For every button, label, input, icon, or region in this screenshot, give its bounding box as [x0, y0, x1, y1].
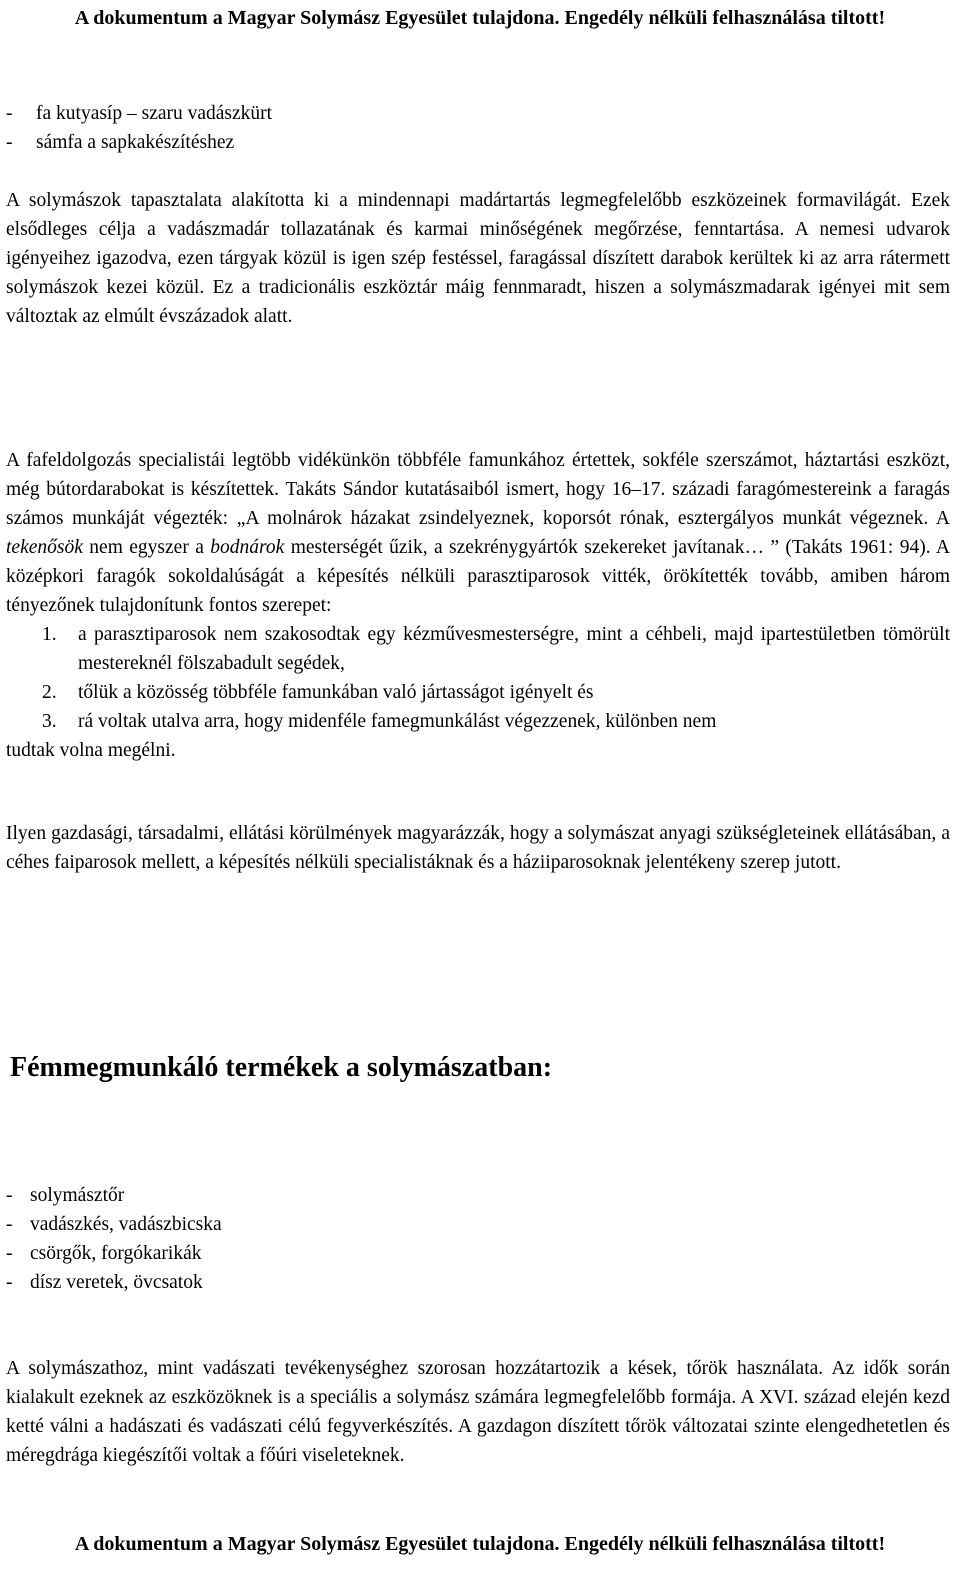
section-heading: Fémmegmunkáló termékek a solymászatban:	[10, 1052, 553, 1083]
paragraph-falconry-tools: A solymászok tapasztalata alakította ki a mindennapi madártartás legmegfelelőbb eszközeinek formavilágát. Ezek elsődleges célja a vadászmadár tollazatának és karmai minőségének megőrzése, fenntartása. A nemesi udvarok igényeihez igazodva, ezen tárgyak közül is igen szép festéssel, faragással díszített darabok kerültek ki az arra rátermett solymászok kezei közül. Ez a tradicionális eszköztár máig fennmaradt, hiszen a solymászmadarak igényei mit sem változtak az elmúlt évszázadok alatt.	[6, 190, 950, 327]
list-item: - vadászkés, vadászbicska	[6, 1214, 222, 1235]
paragraph-woodworking	[6, 446, 950, 765]
metal-product-list	[6, 1181, 950, 1297]
copyright-notice-footer: A dokumentum a Magyar Solymász Egyesület tulajdona. Engedély nélküli felhasználása tiltott!	[74, 1533, 886, 1555]
list-item: - dísz veretek, övcsatok	[6, 1272, 203, 1293]
dash-list	[6, 99, 950, 157]
list-item: 2. tőlük a közösség többféle famunkában való jártasságot igényelt és	[42, 682, 594, 703]
paragraph-text: A fafeldolgozás specialistái legtöbb vidékünkön többféle famunkához értettek, sokféle szerszámot, háztartási eszközt, még bútordarabokat is készítettek. Takáts Sándor kutatásaiból ismert, hogy 16–17. századi faragómestereink a faragás számos munkáját végezték: „A molnárok házakat zsindelyeznek, koporsót rónak, esztergályos munkát végeznek. A tekenősök nem egyszer a bodnárok mesterségét űzik, a szekrénygyártók szekereket javítanak… ” (Takáts 1961: 94). A középkori faragók sokoldalúságát a képesítés nélküli parasztiparosok vitték, örökítették tovább, amiben három tényezőnek tulajdonítunk fontos szerepet:	[6, 450, 950, 616]
list-item: - fa kutyasíp – szaru vadászkürt	[6, 103, 273, 124]
list-item: 1. a parasztiparosok nem szakosodtak egy kézművesmesterségre, mint a céhbeli, majd ipartestületben tömörült mestereknél fölszabadult segédek,	[42, 624, 950, 674]
list-item: - csörgők, forgókarikák	[6, 1243, 202, 1264]
copyright-notice-header: A dokumentum a Magyar Solymász Egyesület tulajdona. Engedély nélküli felhasználása tiltott!	[74, 7, 886, 29]
tool-list-wood	[6, 99, 950, 157]
list-item: 3. rá voltak utalva arra, hogy midenféle famegmunkálást végezzenek, különben nem	[42, 711, 717, 732]
paragraph-knives-daggers: A solymászathoz, mint vadászati tevékenységhez szorosan hozzátartozik a kések, tőrök használata. Az idők során kialakult ezeknek az eszközöknek is a speciális a solymász számára legmegfelelőbb formája. A XVI. század elején kezd ketté válni a hadászati és vadászati célú fegyverkészítés. A gazdagon díszített tőrök változatai szinte elengedhetetlen és méregdrága kiegészítői voltak a főúri viseleteknek.	[6, 1358, 950, 1466]
list-item: - solymásztőr	[6, 1185, 125, 1206]
paragraph-economic-conditions: Ilyen gazdasági, társadalmi, ellátási körülmények magyarázzák, hogy a solymászat anyagi szükségleteinek ellátásában, a céhes faiparosok mellett, a képesítés nélküli specialistáknak és a háziiparosoknak jelentékeny szerep jutott.	[6, 823, 950, 873]
list-item: - sámfa a sapkakészítéshez	[6, 132, 235, 153]
dash-list	[6, 1181, 950, 1297]
numbered-list-tail: tudtak volna megélni.	[6, 740, 176, 761]
numbered-list	[6, 620, 950, 736]
